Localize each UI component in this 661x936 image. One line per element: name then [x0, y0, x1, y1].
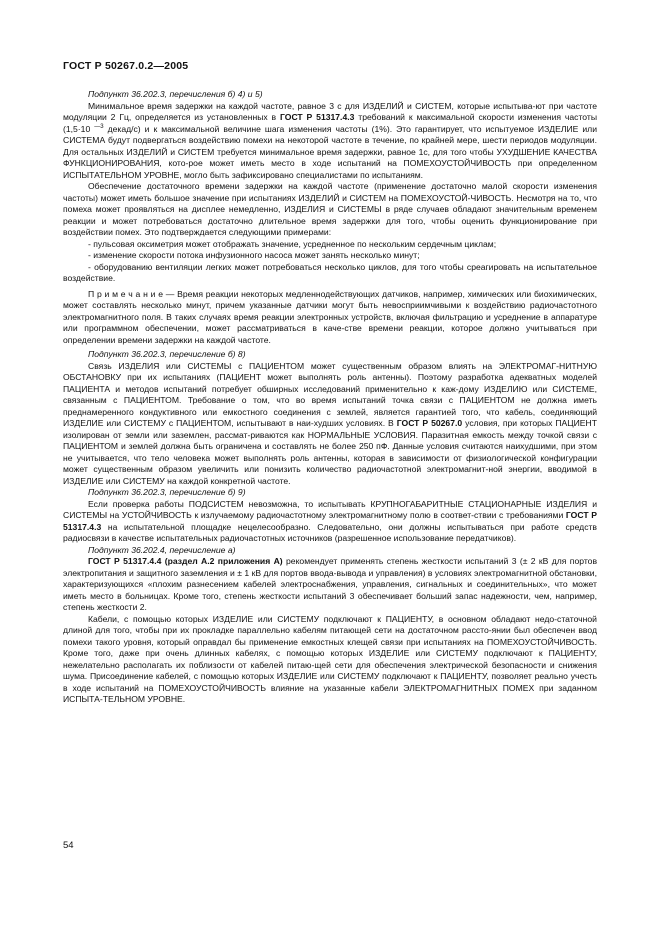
note: [63, 289, 597, 347]
subclause-ref-2: Подпункт 36.202.3, перечисление б) 8): [88, 349, 246, 359]
note-text: — Время реакции некоторых медленнодействующих датчиков, например, химических или биохимических, может составлять несколько минут, причем указанные датчики могут быть невосприимчивыми к воздействию радиочастотного электромагнитного поля. В таких случаях время реакции электронных устройств, включая фильтрацию и усреднение в аппаратуре или программном обеспечении, может рассматриваться в каче-стве времени реакции, которое должно учитываться при определении времени задержки на каждой частоте.: [63, 288, 598, 345]
paragraph-5: ГОСТ Р 51317.4.4 (раздел А.2 приложения А) рекомендует применять степень жесткости испытаний 3 (± 2 кВ для портов электропитания и защитного заземления и ± 1 кВ для портов ввода-вывода и управления) в условиях электромагнитной обстановки, характеризующихся «плохим разнесением кабелей электроснабжения, управления, сигнальных и соединительных», что может иметь место в больницах. Кроме того, степень жесткости испытаний 3 обеспечивает больший запас надежности, чем, например, степень жесткости 2.: [63, 556, 598, 612]
note-label: П р и м е ч а н и е: [88, 288, 163, 299]
paragraph-1: Минимальное время задержки на каждой частоте, равное 3 с для ИЗДЕЛИЙ и СИСТЕМ, которые испытыва-ют при частоте модуляции 2 Гц, определяется из установленных в ГОСТ Р 51317.4.3 требований к максимальной скорости изменения частоты (1,5·10 $^{—3}$ декад/с) и к максимальной величине шага изменения частоты (1%). Это гарантирует, что испытуемое ИЗДЕЛИЕ или СИСТЕМА будут подвергаться воздействию помехи на некоторой частоте в течение, по крайней мере, шести периодов модуляции. Для остальных ИЗДЕЛИЙ и СИСТЕМ требуется минимальное время задержки, равное 1с, для того чтобы УХУДШЕНИЕ КАЧЕСТВА ФУНКЦИОНИРОВАНИЯ, кото-рое может иметь место в ходе испытаний на ПОМЕХОУСТОЙЧИВОСТЬ при определенном ИСПЫТАТЕЛЬНОМ УРОВНЕ, могло быть зафиксировано специалистами по испытаниям.: [63, 100, 597, 180]
list-item: - изменение скорости потока инфузионного насоса может занять несколько минут;: [88, 250, 420, 260]
paragraph-2: Обеспечение достаточного времени задержки на каждой частоте (применение достаточно малой скорости изменения частоты) может иметь большое значение при испытаниях ИЗДЕЛИЙ и СИСТЕМ на ПОМЕХОУСТОЙ-ЧИВОСТЬ. Несмотря на то, что помеха может проявляться на дисплее немедленно, ИЗДЕЛИЯ и СИСТЕМЫ в ряде случаев обладают значительным временем реакции и может потребоваться достаточно длительное время задержки для того, чтобы оценить функционирование при воздействии помех. Это подтверждается следующими примерами:: [63, 181, 597, 237]
list-item: - пульсовая оксиметрия может отображать значение, усредненное по нескольким сердечным циклам;: [88, 238, 497, 249]
list-item: - оборудованию вентиляции легких может потребоваться несколько циклов, для того чтобы среагировать на испытательное воздействие.: [63, 261, 597, 283]
paragraph-4: Если проверка работы ПОДСИСТЕМ невозможна, то испытывать КРУПНОГАБАРИТНЫЕ СТАЦИОНАРНЫЕ ИЗДЕЛИЯ и СИСТЕМЫ на УСТОЙЧИВОСТЬ к излучаемому радиочастотному электромагнитному полю в соответ-ствии с требованиями ГОСТ Р 51317.4.3 на испытательной площадке нецелесообразно. Следовательно, они должны испытываться при работе средств радиосвязи в качестве испытательных радиочастотных источников (разрешенное использование передатчиков).: [63, 498, 597, 543]
page-content: [63, 86, 597, 706]
page-number: 54: [63, 840, 74, 851]
paragraph-3: Связь ИЗДЕЛИЯ или СИСТЕМЫ с ПАЦИЕНТОМ может существенным образом влиять на ЭЛЕКТРОМАГ-НИТНУЮ ОБСТАНОВКУ при их испытаниях (ПАЦИЕНТ может выполнять роль антенны). Поэтому разработка адекватных моделей ПАЦИЕНТА и методов испытаний потребует обширных исследований применительно к каж-дому ИЗДЕЛИЮ или СИСТЕМЕ, связанным с ПАЦИЕНТОМ. Требование о том, что во время испытаний точка связи с ПАЦИЕНТОМ не должна иметь преднамеренного кондуктивного или емкостного соединения с землей, является гарантией того, что кабель, соединяющий ИЗДЕЛИЕ или СИСТЕМУ с ПАЦИЕНТОМ, испытывают в наи-худших условиях. В ГОСТ Р 50267.0 условия, при которых ПАЦИЕНТ изолирован от земли или заземлен, рассмат-риваются как НОРМАЛЬНЫЕ УСЛОВИЯ. Паразитная емкость между точкой связи с ПАЦИЕНТОМ и землей должна быть ограничена и составлять не более 250 пФ. Данные условия считаются наихудшими, при этом не учитывается, что тело человека может выполнять роль антенны, которая в зависимости от физиологической конфигурации может существенным образом увеличить или понизить количество радиочастотной электромагнит-ной энергии, вводимой в ИЗДЕЛИЕ или СИСТЕМУ на каждой конкретной частоте.: [63, 360, 597, 486]
page-header: ГОСТ Р 50267.0.2—2005: [63, 60, 189, 72]
subclause-ref-4: Подпункт 36.202.4, перечисление а): [88, 544, 236, 555]
paragraph-6: Кабели, с помощью которых ИЗДЕЛИЕ или СИСТЕМУ подключают к ПАЦИЕНТУ, в основном обладают недо-статочной длиной для того, чтобы при их прокладке параллельно кабелям питающей сети на достаточном рассто-янии был обеспечен ввод помехи такого уровня, который оправдал бы применение емкостных клещей связи при испытаниях на ПОМЕХОУСТОЙЧИВОСТЬ. Кроме того, даже при очень длинных кабелях, с помощью которых ИЗДЕЛИЕ или СИСТЕМУ подключают к ПАЦИЕНТУ, нежелательно располагать их поблизости от кабелей питаю-щей сети для обеспечения электрической безопасности и снижения шума. Присоединение кабелей, с помощью которых ИЗДЕЛИЕ или СИСТЕМУ подключают к ПАЦИЕНТУ, позволяет реально учесть в ходе испытаний на ПОМЕХОУСТОЙЧИВОСТЬ влияние на указанные кабели ЭЛЕКТРОМАГНИТНЫХ ПОМЕХ при заданном ИСПЫТА-ТЕЛЬНОМ УРОВНЕ.: [63, 613, 597, 704]
subclause-ref-1: Подпункт 36.202.3, перечисления б) 4) и 5): [88, 89, 263, 99]
subclause-ref-3: Подпункт 36.202.3, перечисление б) 9): [88, 487, 246, 497]
